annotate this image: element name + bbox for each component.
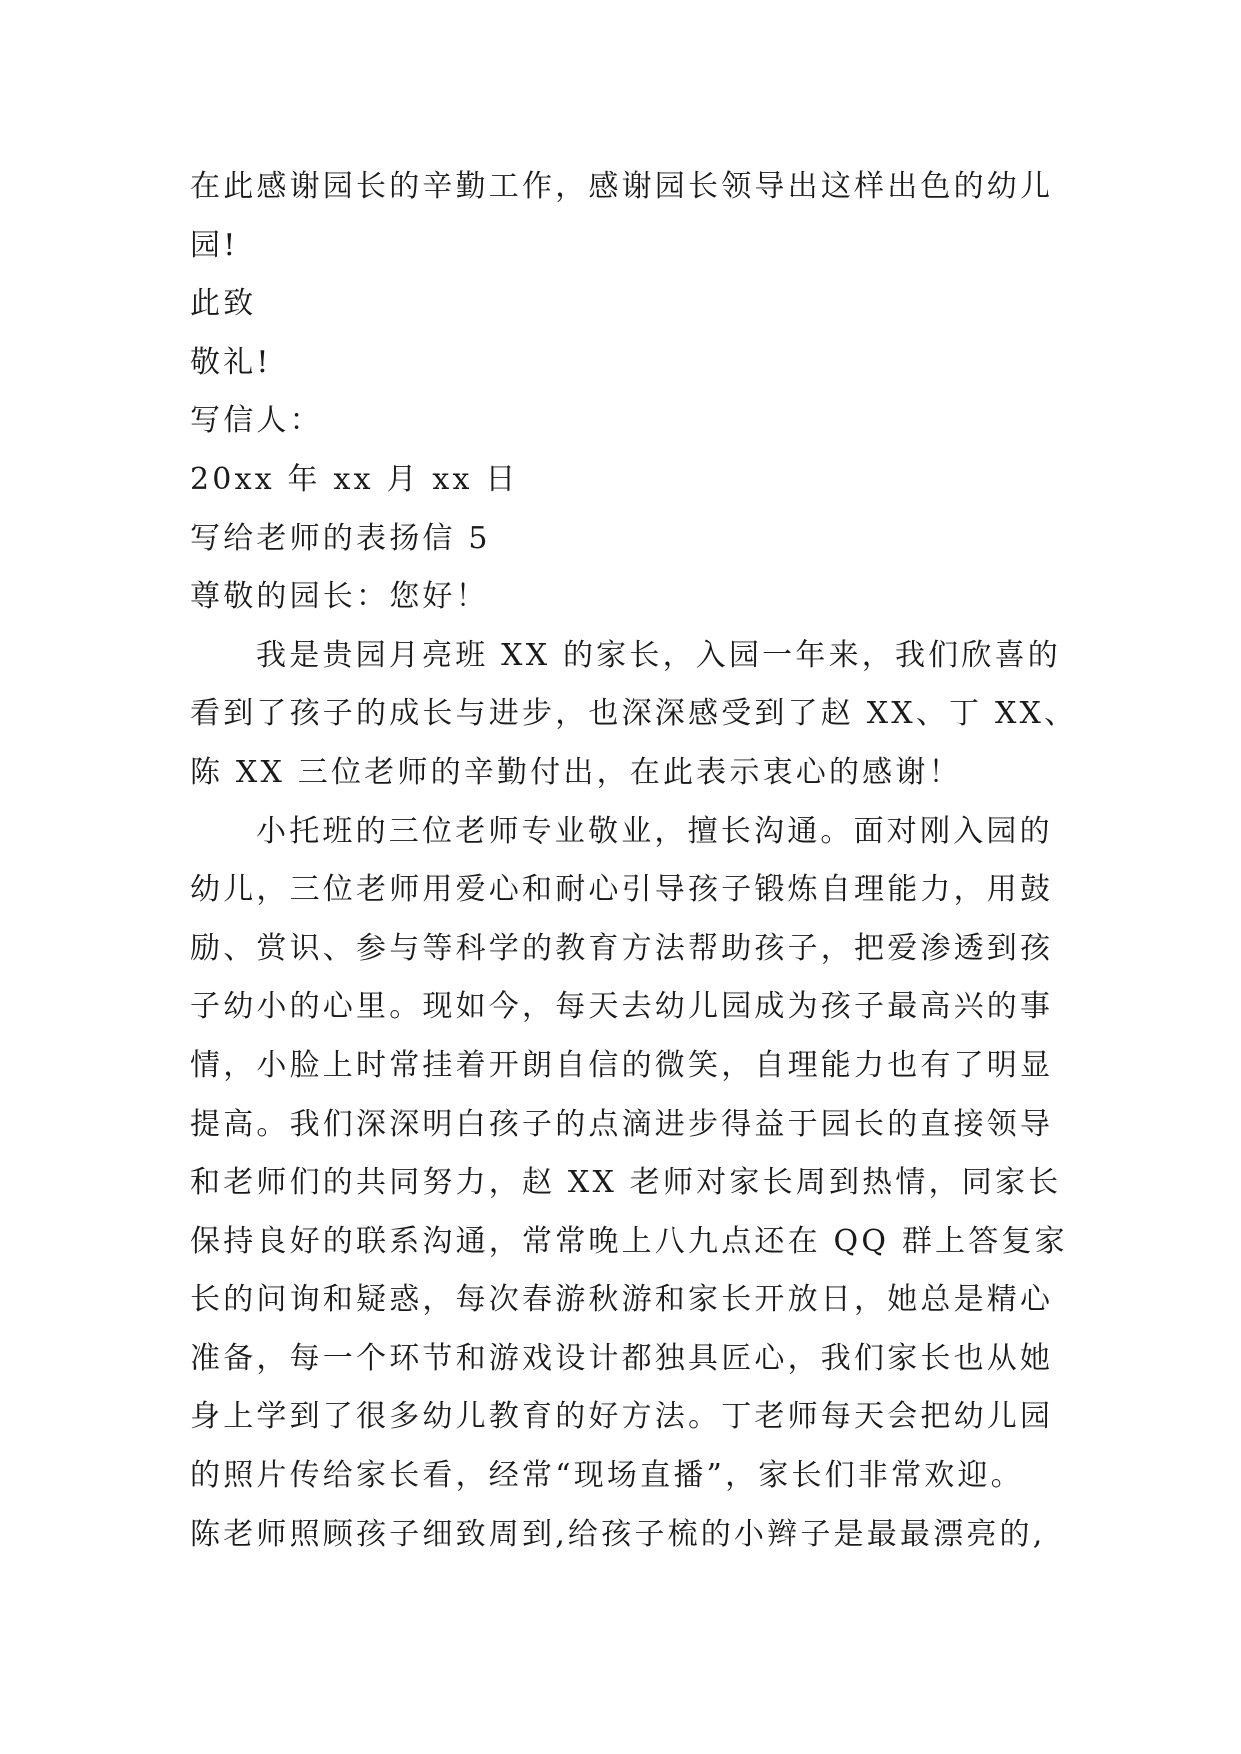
- text-line: 保持良好的联系沟通，常常晚上八九点还在 QQ 群上答复家: [190, 1223, 1068, 1259]
- text-line: 园!: [190, 227, 239, 263]
- paragraph-first-line: 小托班的三位老师专业敬业，擅长沟通。面对刚入园的: [256, 813, 1053, 849]
- text-line: 身上学到了很多幼儿教育的好方法。丁老师每天会把幼儿园: [190, 1399, 1054, 1435]
- paragraph-first-line: 我是贵园月亮班 XX 的家长，入园一年来，我们欣喜的: [256, 637, 1061, 673]
- letter-body: [190, 158, 1078, 1564]
- signature-label: 写信人：: [190, 403, 323, 439]
- text-line: 在此感谢园长的辛勤工作，感谢园长领导出这样出色的幼儿: [190, 169, 1054, 204]
- text-line: 准备，每一个环节和游戏设计都独具匠心，我们家长也从她: [190, 1340, 1054, 1376]
- text-line: 提高。我们深深明白孩子的点滴进步得益于园长的直接领导: [190, 1106, 1054, 1142]
- letter-date: 20xx 年 xx 月 xx 日: [190, 461, 519, 497]
- closing-salutation: 此致: [190, 286, 257, 322]
- text-line: 子幼小的心里。现如今，每天去幼儿园成为孩子最高兴的事: [190, 989, 1054, 1025]
- section-title: 写给老师的表扬信 5: [190, 520, 491, 556]
- text-line: 看到了孩子的成长与进步，也深深感受到了赵 XX、丁 XX、: [190, 696, 1078, 732]
- text-line: 励、赏识、参与等科学的教育方法帮助孩子，把爱渗透到孩: [190, 930, 1054, 966]
- text-line: 陈 XX 三位老师的辛勤付出，在此表示衷心的感谢！: [190, 754, 962, 790]
- text-line: 陈老师照顾孩子细致周到,给孩子梳的小辫子是最最漂亮的,: [190, 1516, 1046, 1552]
- text-line: 和老师们的共同努力，赵 XX 老师对家长周到热情，同家长: [190, 1165, 1062, 1201]
- text-line: 情，小脸上时常挂着开朗自信的微笑，自理能力也有了明显: [190, 1047, 1054, 1083]
- text-line: 长的问询和疑惑，每次春游秋游和家长开放日，她总是精心: [190, 1282, 1054, 1318]
- closing-regards: 敬礼!: [190, 344, 272, 380]
- text-line: 幼儿，三位老师用爱心和耐心引导孩子锻炼自理能力，用鼓: [190, 872, 1054, 908]
- greeting: 尊敬的园长：您好！: [190, 579, 489, 615]
- text-line: 的照片传给家长看，经常“现场直播”，家长们非常欢迎。: [190, 1458, 1024, 1494]
